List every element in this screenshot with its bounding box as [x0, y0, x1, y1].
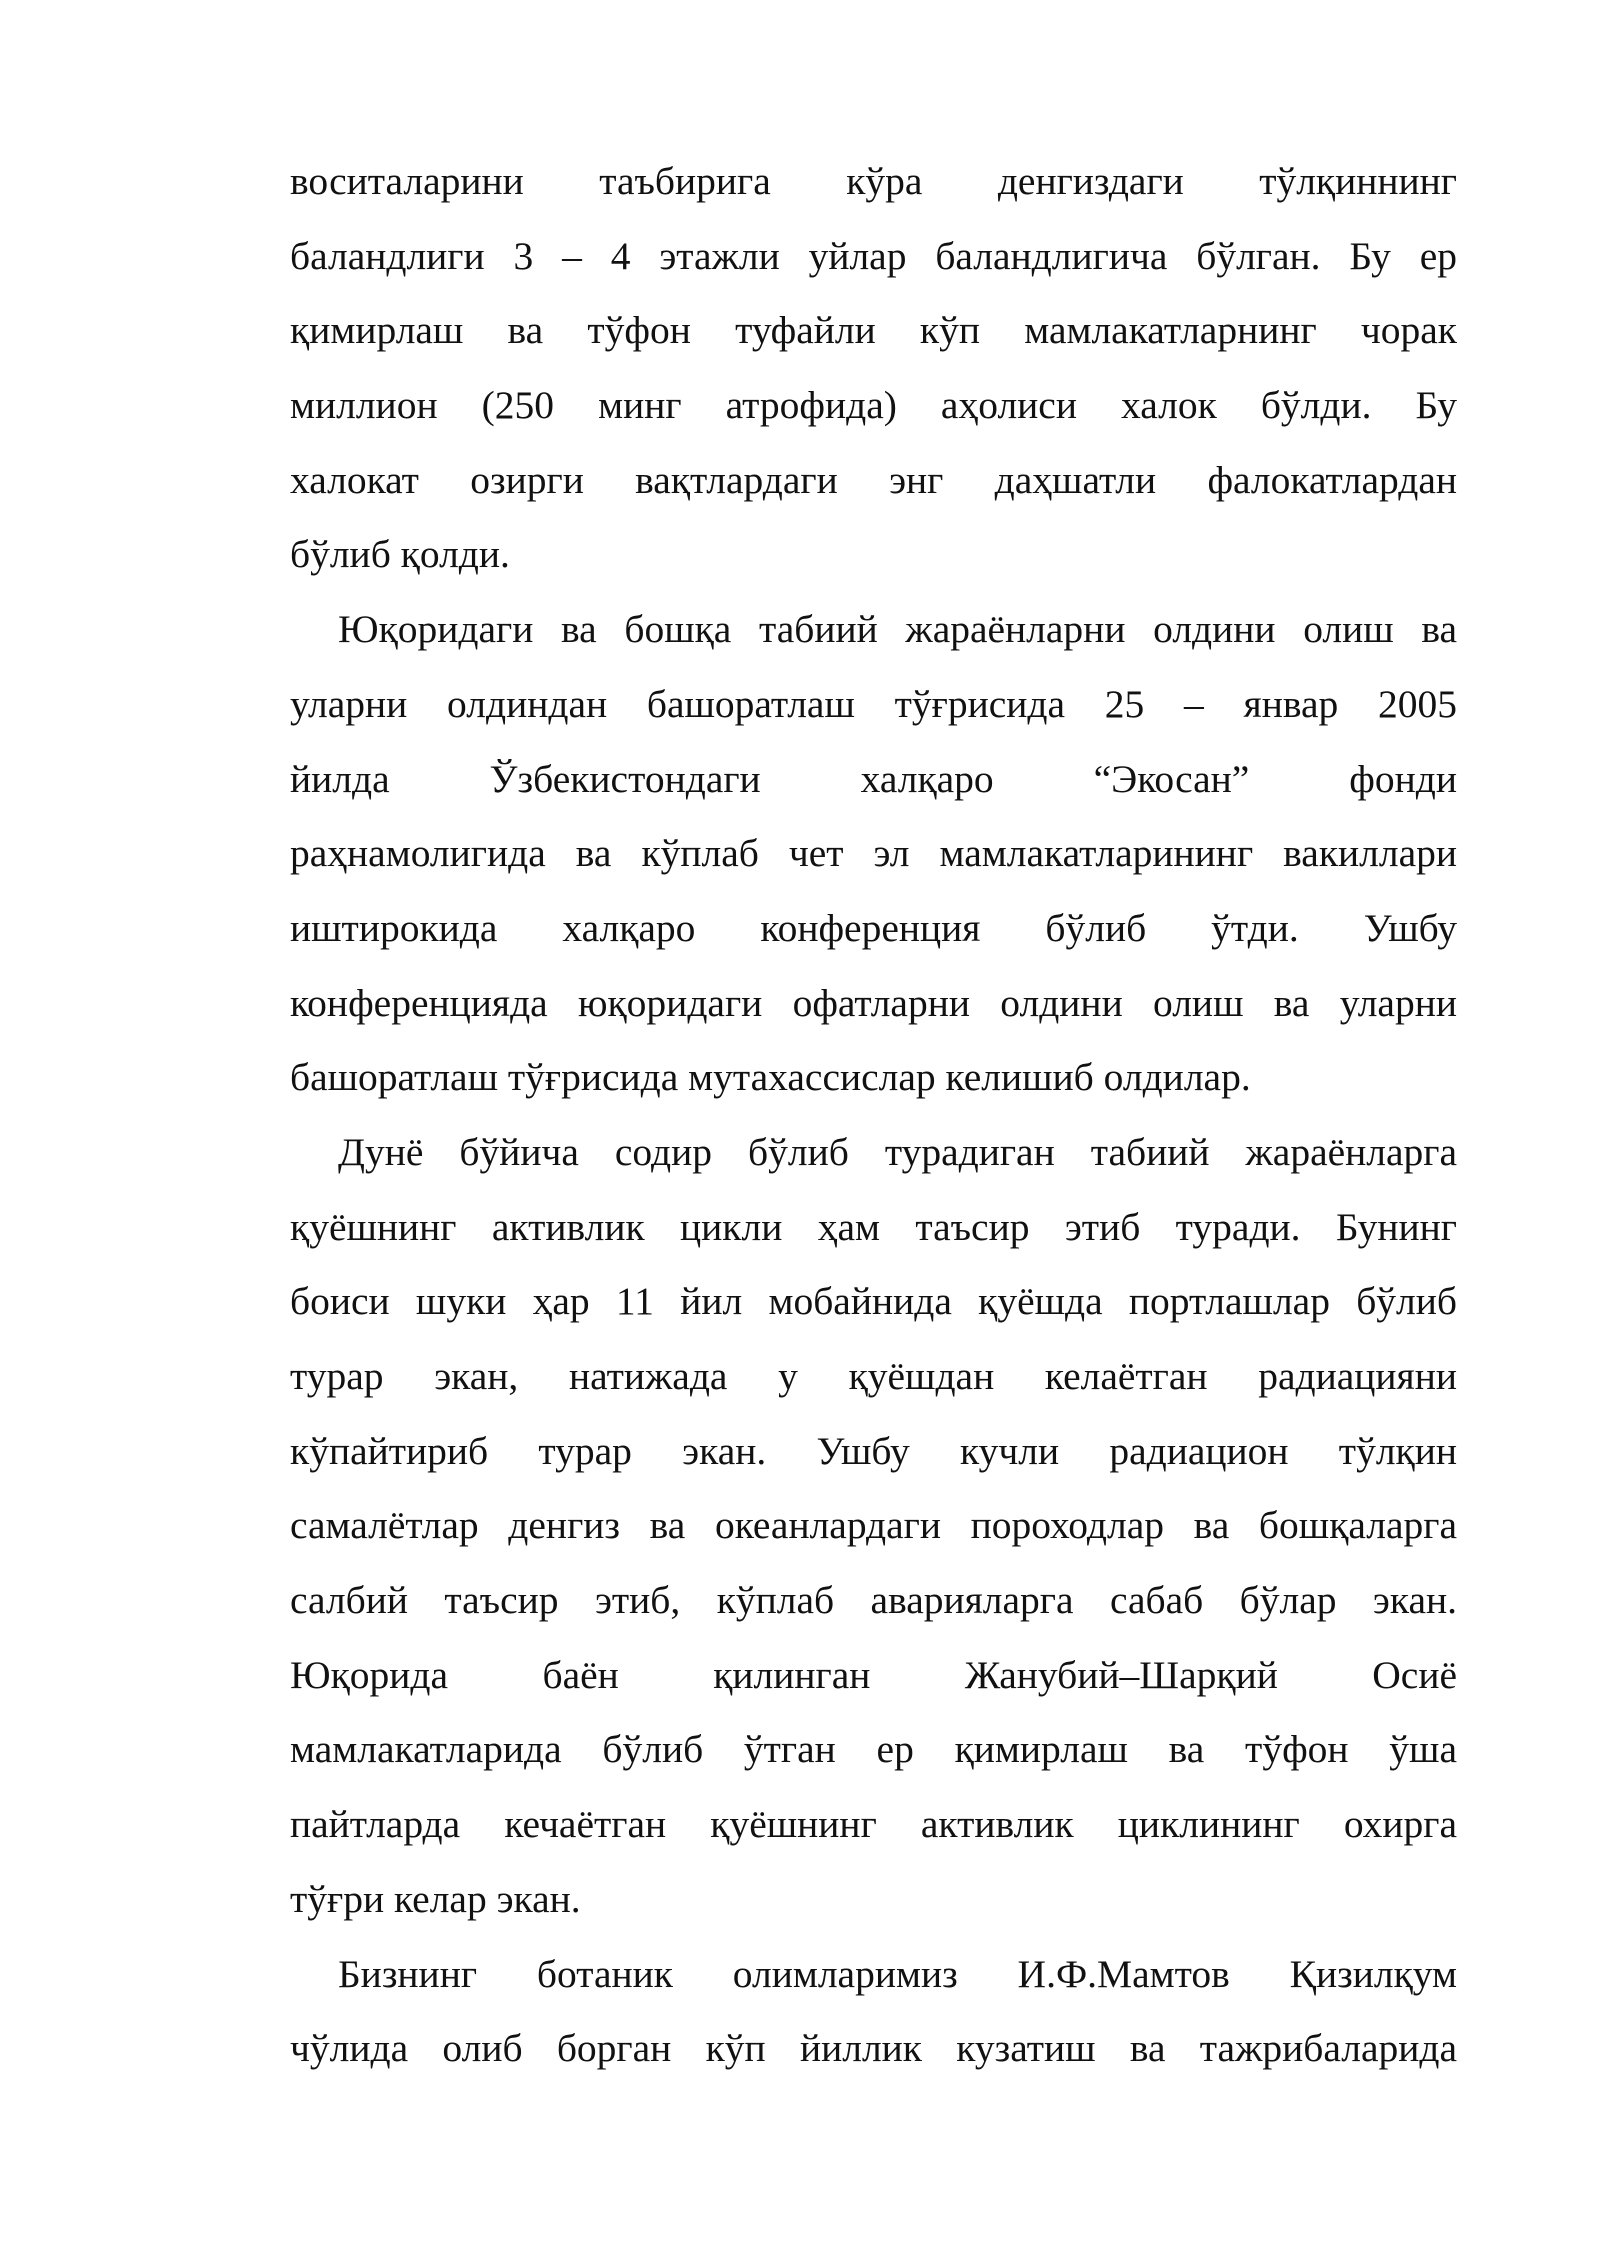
text-line: боиси шуки ҳар 11 йил мобайнида қуёшда портлашлар бўлиб: [290, 1279, 1457, 1324]
text-line: кўпайтириб турар экан. Ушбу кучли радиацион тўлқин: [290, 1428, 1457, 1473]
text-line: Бизнинг ботаник олимларимиз И.Ф.Мамтов Қизилқум: [338, 1951, 1457, 1996]
text-line: бўлиб қолди.: [290, 532, 510, 577]
text-line: тўғри келар экан.: [290, 1876, 581, 1921]
text-line: йилда Ўзбекистондаги халқаро “Экосан” фонди: [290, 756, 1457, 801]
text-line: қимирлаш ва тўфон туфайли кўп мамлакатларнинг чорак: [290, 308, 1457, 353]
text-line: қуёшнинг активлик цикли ҳам таъсир этиб туради. Бунинг: [290, 1204, 1457, 1249]
text-line: башоратлаш тўғрисида мутахассислар келишиб олдилар.: [290, 1055, 1251, 1100]
text-line: иштирокида халқаро конференция бўлиб ўтди. Ушбу: [290, 905, 1457, 950]
text-line: воситаларини таъбирига кўра денгиздаги тўлқиннинг: [290, 159, 1457, 203]
text-line: мамлакатларида бўлиб ўтган ер қимирлаш ва тўфон ўша: [290, 1727, 1457, 1772]
text-line: Юқорида баён қилинган Жанубий–Шарқий Осиё: [290, 1652, 1457, 1697]
text-line: самалётлар денгиз ва океанлардаги пороходлар ва бошқаларга: [290, 1503, 1457, 1548]
text-line: миллион (250 минг атрофида) аҳолиси халок бўлди. Бу: [290, 383, 1457, 428]
text-line: чўлида олиб борган кўп йиллик кузатиш ва тажрибаларида: [290, 2026, 1457, 2071]
text-line: Юқоридаги ва бошқа табиий жараёнларни олдини олиш ва: [338, 607, 1457, 652]
text-line: Дунё бўйича содир бўлиб турадиган табиий жараёнларга: [338, 1129, 1457, 1174]
body-text: [290, 152, 1457, 2094]
text-line: халокат озирги вақтлардаги энг даҳшатли фалокатлардан: [290, 457, 1457, 502]
text-line: баландлиги 3 – 4 этажли уйлар баландлигича бўлган. Бу ер: [290, 233, 1457, 278]
text-line: турар экан, натижада у қуёшдан келаётган радиацияни: [290, 1354, 1457, 1398]
text-line: раҳнамолигида ва кўплаб чет эл мамлакатларининг вакиллари: [290, 831, 1457, 876]
text-line: салбий таъсир этиб, кўплаб аварияларга сабаб бўлар экан.: [290, 1578, 1457, 1623]
text-line: пайтларда кечаётган қуёшнинг активлик циклининг охирга: [290, 1802, 1457, 1847]
text-line: уларни олдиндан башоратлаш тўғрисида 25 – январ 2005: [290, 681, 1457, 726]
text-line: конференцияда юқоридаги офатларни олдини олиш ва уларни: [290, 980, 1457, 1025]
